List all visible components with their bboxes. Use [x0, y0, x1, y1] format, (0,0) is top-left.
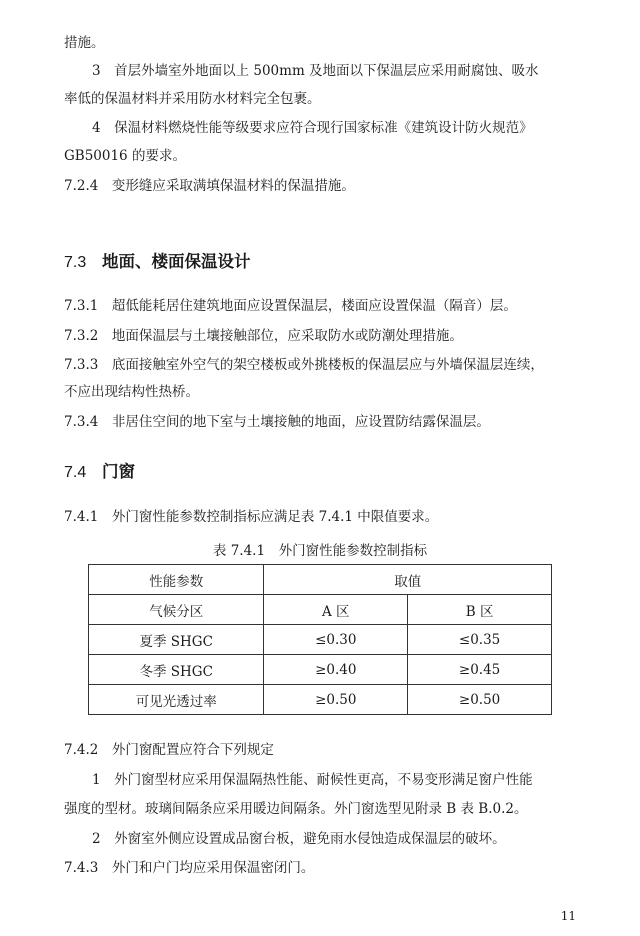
- clause-7-2-4: 7.2.4 变形缝应采取满填保温材料的保温措施。: [64, 178, 355, 194]
- paragraph-line: 3 首层外墙室外地面以上 500mm 及地面以下保温层应采用耐腐蚀、吸水: [92, 63, 539, 79]
- page-number: 11: [560, 909, 576, 923]
- table-row: [89, 655, 552, 685]
- clause-7-4-2: 7.4.2 外门窗配置应符合下列规定: [64, 742, 274, 758]
- zone-a-cell: ≤0.30: [264, 625, 408, 655]
- paragraph-line: 4 保温材料燃烧性能等级要求应符合现行国家标准《建筑设计防火规范》: [92, 120, 533, 136]
- header-value: 取值: [264, 565, 552, 595]
- table-header-row: [89, 565, 552, 595]
- section-number: 7.4: [64, 464, 87, 481]
- clause-7-4-1: 7.4.1 外门窗性能参数控制指标应满足表 7.4.1 中限值要求。: [64, 509, 439, 525]
- zone-a-label: A 区: [264, 595, 408, 625]
- header-param: 性能参数: [89, 565, 264, 595]
- zone-b-cell: ≥0.50: [408, 685, 552, 715]
- performance-table: [88, 564, 552, 715]
- table-caption: 表 7.4.1 外门窗性能参数控制指标: [212, 543, 428, 559]
- paragraph-line: GB50016 的要求。: [64, 148, 186, 164]
- section-number: 7.3: [64, 254, 87, 271]
- clause-7-3-3: 7.3.3 底面接触室外空气的架空楼板或外挑楼板的保温层应与外墙保温层连续，: [64, 357, 544, 373]
- param-cell: 冬季 SHGC: [89, 655, 264, 685]
- climate-zone-label: 气候分区: [89, 595, 264, 625]
- paragraph-line: 率低的保温材料并采用防水材料完全包裹。: [64, 91, 321, 107]
- section-title: 地面、楼面保温设计: [102, 252, 251, 271]
- table-row: [89, 625, 552, 655]
- zone-b-cell: ≤0.35: [408, 625, 552, 655]
- zone-b-cell: ≥0.45: [408, 655, 552, 685]
- param-cell: 可见光透过率: [89, 685, 264, 715]
- zone-a-cell: ≥0.50: [264, 685, 408, 715]
- table-subheader-row: [89, 595, 552, 625]
- section-heading-7-4: [64, 458, 135, 482]
- paragraph-line: 不应出现结构性热桥。: [64, 384, 199, 400]
- zone-a-cell: ≥0.40: [264, 655, 408, 685]
- paragraph-line: 1 外门窗型材应采用保温隔热性能、耐候性更高，不易变形满足窗户性能: [92, 772, 533, 788]
- clause-7-3-4: 7.3.4 非居住空间的地下室与土壤接触的地面，应设置防结露保温层。: [64, 414, 490, 430]
- table-row: [89, 685, 552, 715]
- param-cell: 夏季 SHGC: [89, 625, 264, 655]
- paragraph-line: 强度的型材。玻璃间隔条应采用暖边间隔条。外门窗选型见附录 B 表 B.0.2。: [64, 801, 528, 817]
- clause-7-3-2: 7.3.2 地面保温层与土壤接触部位，应采取防水或防潮处理措施。: [64, 328, 463, 344]
- clause-7-3-1: 7.3.1 超低能耗居住建筑地面应设置保温层，楼面应设置保温（隔音）层。: [64, 298, 517, 314]
- clause-7-4-3: 7.4.3 外门和户门均应采用保温密闭门。: [64, 860, 315, 876]
- zone-b-label: B 区: [408, 595, 552, 625]
- paragraph-line: 2 外窗室外侧应设置成品窗台板，避免雨水侵蚀造成保温层的破坏。: [92, 831, 506, 847]
- paragraph-line: 措施。: [64, 35, 105, 51]
- section-heading-7-3: [64, 248, 251, 272]
- section-title: 门窗: [102, 462, 135, 481]
